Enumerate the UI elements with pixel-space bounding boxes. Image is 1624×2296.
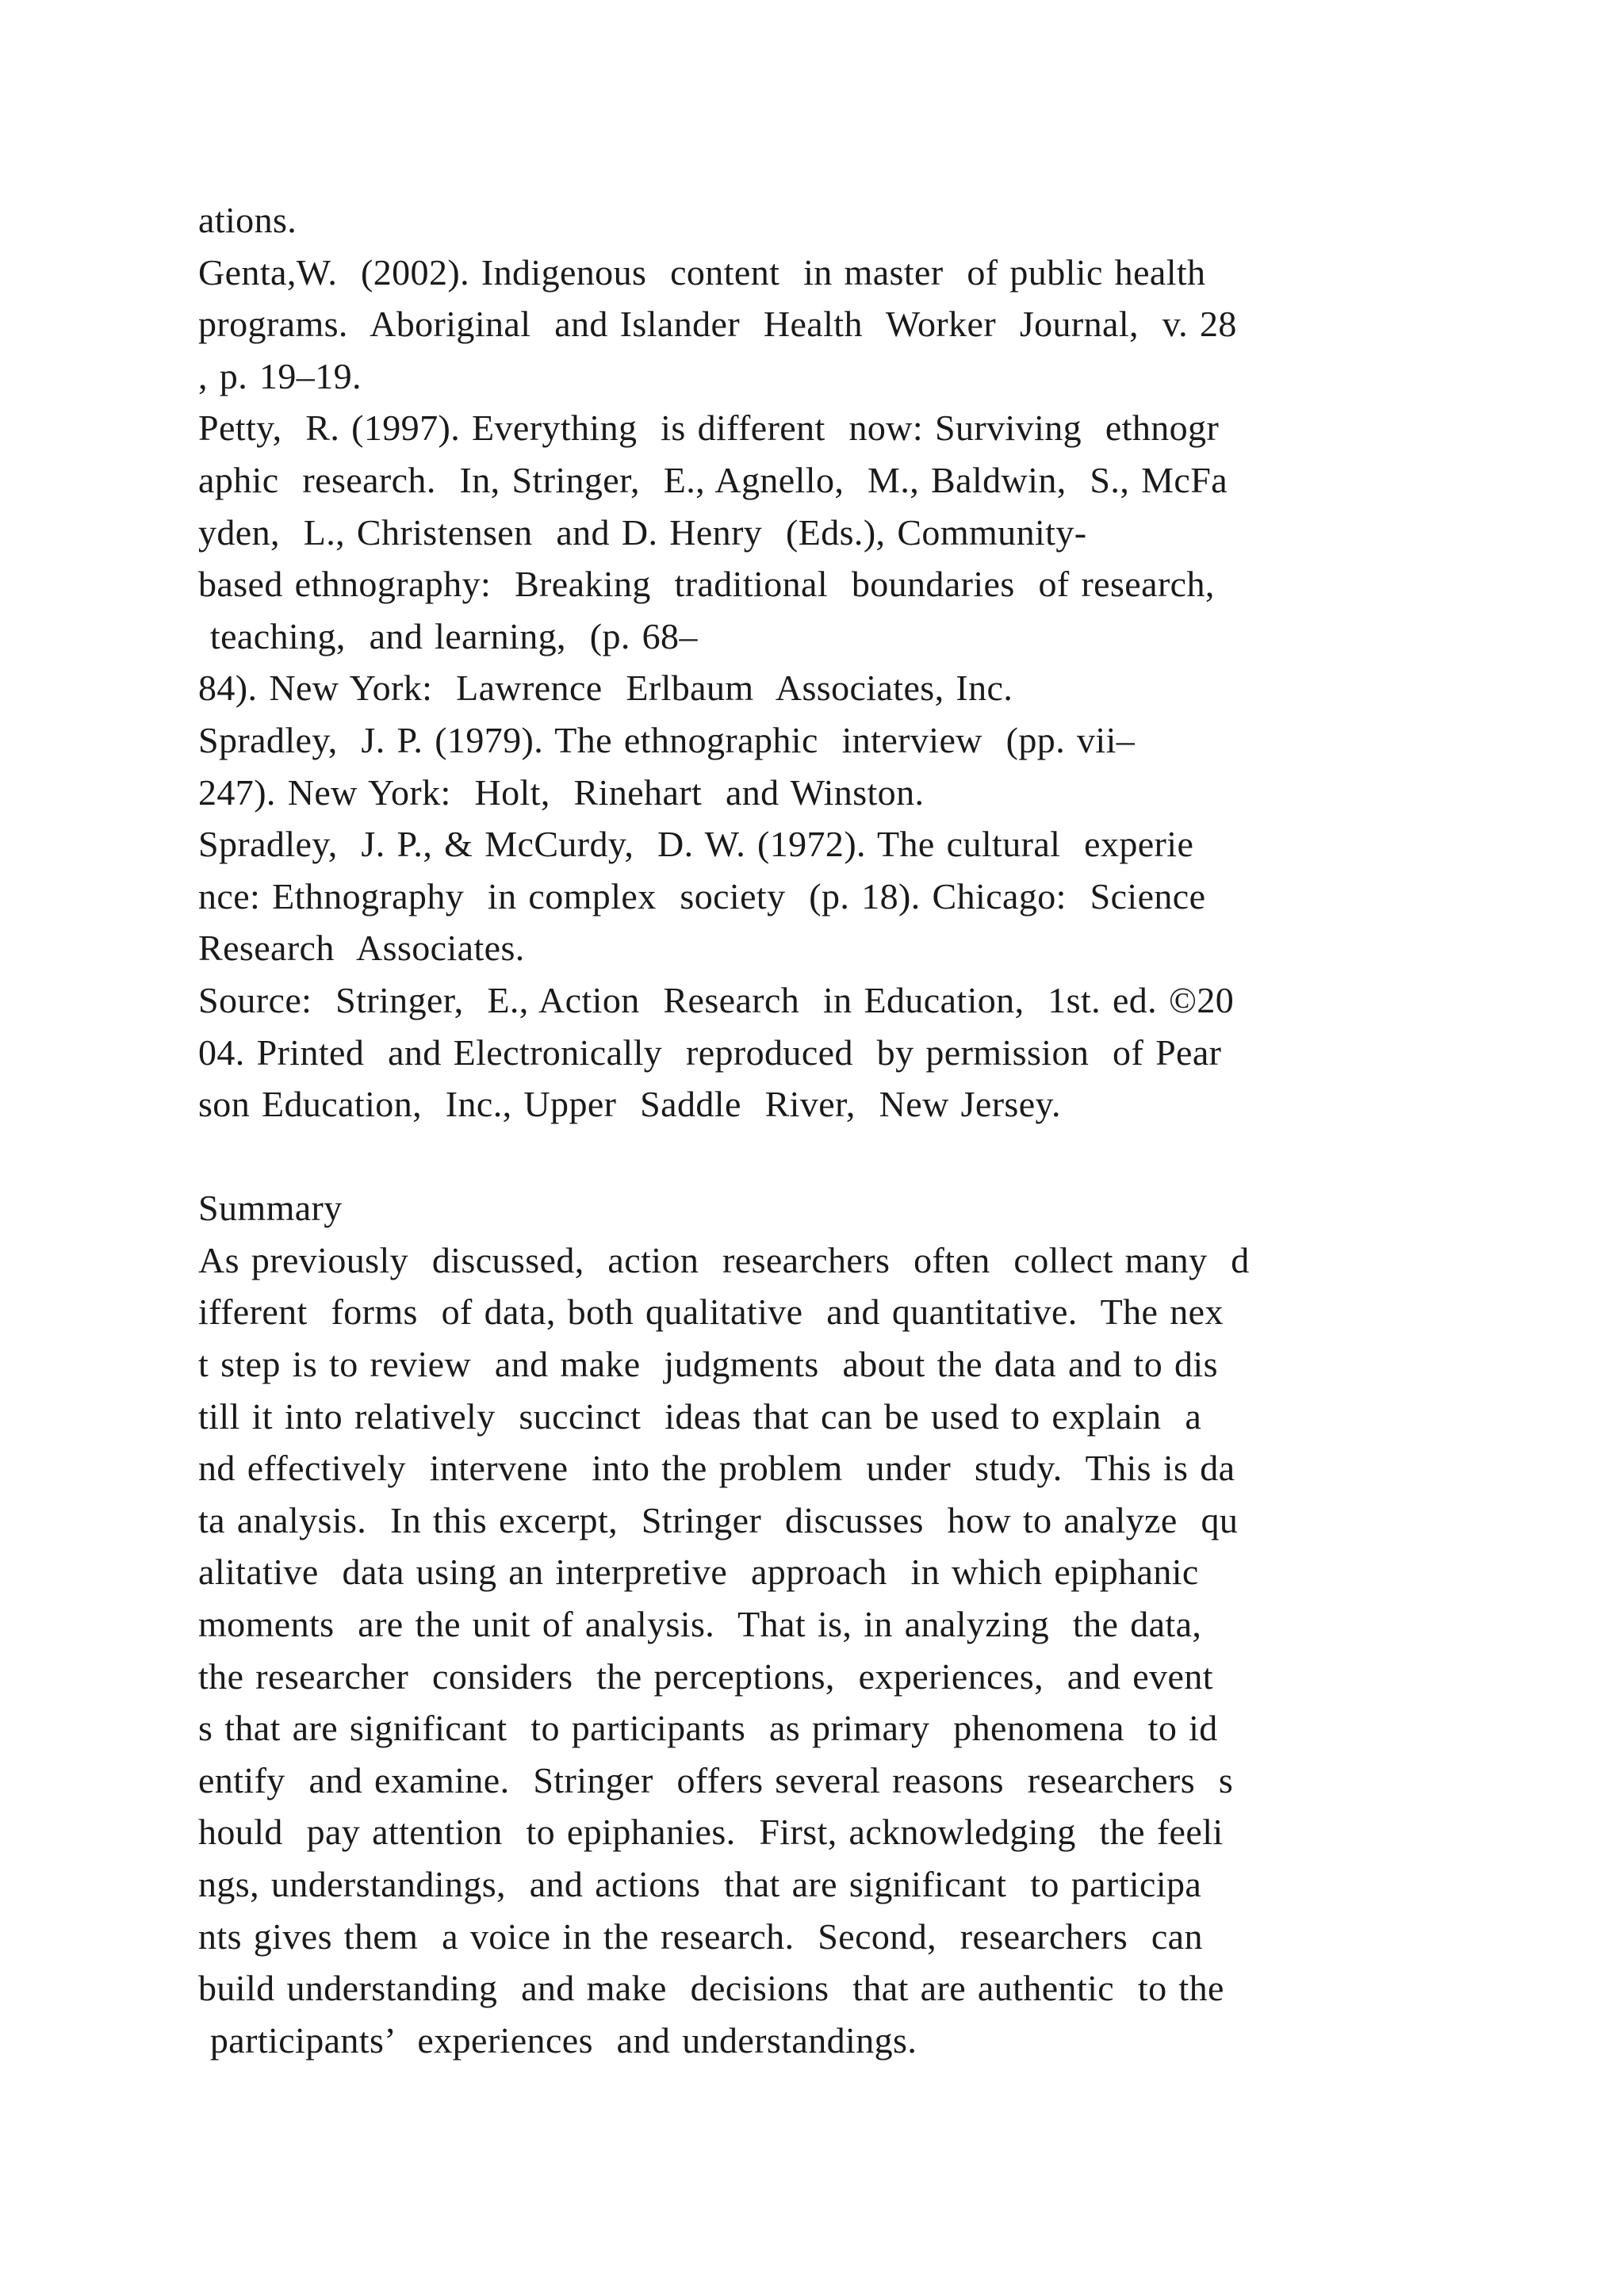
reference-line: ations. [198,200,297,240]
summary-heading: Summary [198,1188,343,1229]
reference-line: son Education, Inc., Upper Saddle River, New Jersey. [198,1084,1061,1125]
summary-line: t step is to review and make judgments about the data and to dis [198,1344,1218,1385]
summary-line: nts gives them a voice in the research. Second, researchers can [198,1915,1203,1957]
reference-line: aphic research. In, Stringer, E., Agnello, M., Baldwin, S., McFa [198,459,1228,500]
reference-line: programs. Aboriginal and Islander Health Worker Journal, v. 28 [198,304,1237,345]
summary-line: till it into relatively succinct ideas that can be used to explain a [198,1395,1202,1437]
reference-line: Spradley, J. P. (1979). The ethnographic interview (pp. vii– [198,719,1136,760]
document-text [198,194,1467,2066]
summary-line: entify and examine. Stringer offers several reasons researchers s [198,1759,1234,1800]
reference-line: nce: Ethnography in complex society (p. 18). Chicago: Science [198,875,1206,916]
summary-line: ngs, understandings, and actions that are significant to participa [198,1864,1202,1904]
summary-paragraph [198,1234,1467,2067]
summary-line: ifferent forms of data, both qualitative and quantitative. The nex [198,1292,1224,1333]
summary-line: As previously discussed, action researchers often collect many d [198,1239,1250,1280]
summary-line: nd effectively intervene into the problem under study. This is da [198,1448,1235,1489]
summary-line: hould pay attention to epiphanies. First, acknowledging the feeli [198,1812,1224,1853]
references-section [198,194,1467,1131]
reference-line: teaching, and learning, (p. 68– [198,615,698,656]
reference-line: Genta,W. (2002). Indigenous content in master of public health [198,251,1206,293]
reference-line: yden, L., Christensen and D. Henry (Eds.), Community- [198,511,1087,553]
reference-line: Petty, R. (1997). Everything is different now: Surviving ethnogr [198,408,1220,449]
summary-line: s that are significant to participants as primary phenomena to id [198,1708,1218,1749]
summary-line: alitative data using an interpretive approach in which epiphanic [198,1552,1199,1593]
section-gap [198,1131,1467,1183]
summary-line: participants’ experiences and understandings. [198,2019,917,2061]
reference-line: 247). New York: Holt, Rinehart and Winston. [198,771,925,813]
summary-line: ta analysis. In this excerpt, Stringer discusses how to analyze qu [198,1499,1239,1540]
summary-line: build understanding and make decisions that are authentic to the [198,1968,1224,2009]
reference-line: based ethnography: Breaking traditional boundaries of research, [198,564,1215,605]
reference-line: Research Associates. [198,928,525,969]
reference-line: 04. Printed and Electronically reproduced by permission of Pear [198,1031,1222,1073]
reference-line: , p. 19–19. [198,355,362,396]
summary-line: moments are the unit of analysis. That is, in analyzing the data, [198,1604,1202,1645]
reference-line: 84). New York: Lawrence Erlbaum Associates, Inc. [198,668,1013,709]
reference-line: Spradley, J. P., & McCurdy, D. W. (1972). The cultural experie [198,824,1194,865]
summary-line: the researcher considers the perceptions, experiences, and event [198,1655,1213,1697]
reference-line: Source: Stringer, E., Action Research in Education, 1st. ed. ©20 [198,979,1235,1020]
